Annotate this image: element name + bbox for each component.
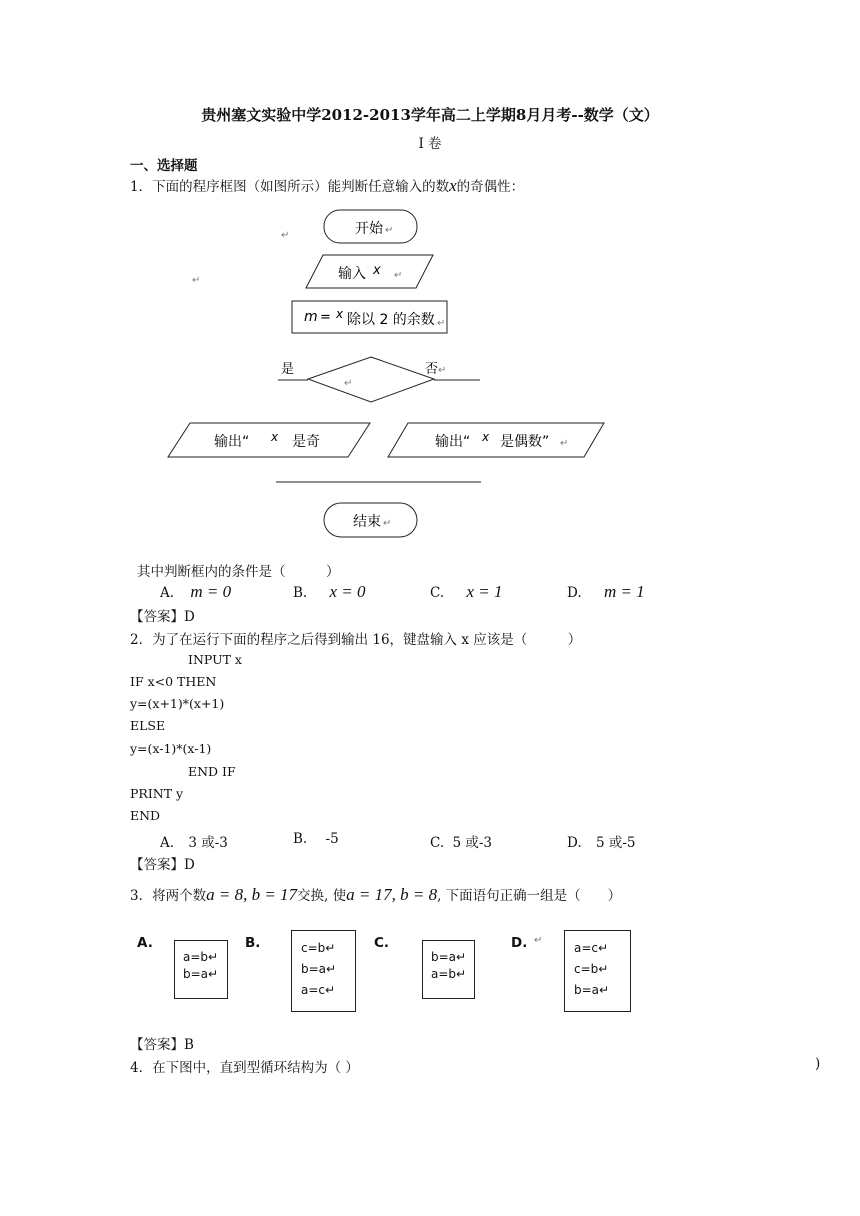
q1-condition-prompt: 其中判断框内的条件是（ ） [137, 564, 340, 580]
q1-option-d-label: D. [567, 585, 582, 601]
output-odd-var: x [271, 430, 279, 444]
output-odd-prefix: 输出“ [214, 434, 250, 450]
q1-option-c [430, 582, 502, 602]
input-label: 输入 [338, 266, 366, 282]
code-line-5: y=(x-1)*(x-1) [130, 741, 212, 756]
q2-option-c-label: C. [430, 835, 445, 851]
q2-answer: 【答案】D [130, 857, 195, 873]
end-label: 结束 [353, 514, 381, 530]
code-line-2: IF x<0 THEN [130, 674, 217, 689]
start-return-mark: ↵ [385, 225, 394, 236]
q3-d-line-1: a=c↵ [574, 941, 609, 955]
question-1-stem [130, 175, 524, 196]
process-m: m [304, 309, 318, 325]
yes-label: 是 [281, 362, 295, 377]
question-3-stem [130, 884, 621, 905]
q3-d-line-3: b=a↵ [574, 983, 610, 997]
q1-option-b-label: B. [293, 585, 308, 601]
q2-option-b [293, 831, 339, 847]
output-even-parallelogram [388, 423, 604, 457]
code-line-7: PRINT y [130, 786, 184, 801]
q2-option-c [430, 831, 492, 851]
q1-option-c-label: C. [430, 585, 445, 601]
q3-a-line-2: b=a↵ [183, 967, 219, 981]
q3-option-d-label: D. [511, 935, 528, 951]
q3-math-a: a = 8, b = 17 [206, 885, 298, 904]
q1-flowchart [0, 200, 860, 550]
q1-stem-text: 1．下面的程序框图（如图所示）能判断任意输入的数 [130, 179, 450, 195]
q3-option-c-label: C. [374, 935, 390, 951]
q1-answer: 【答案】D [130, 609, 195, 625]
output-even-var: x [482, 430, 490, 444]
q2-option-a [160, 831, 228, 851]
q3-stem-c: , 下面语句正确一组是（ ） [437, 888, 622, 904]
q3-b-line-2: b=a↵ [301, 962, 337, 976]
q1-stem-end: 的奇偶性： [456, 179, 525, 195]
q2-option-b-label: B. [293, 831, 308, 847]
question-2-stem: 2．为了在运行下面的程序之后得到输出 16，键盘输入 x 应该是（ ） [130, 632, 582, 648]
q2-option-a-label: A. [160, 835, 175, 851]
process-return-mark: ↵ [437, 318, 446, 329]
decision-diamond [308, 357, 434, 402]
process-text: 除以 2 的余数 [347, 312, 435, 328]
q1-option-a-value: m = 0 [190, 582, 232, 601]
q1-option-d-value: m = 1 [603, 582, 645, 601]
q3-option-d-box [564, 930, 631, 1012]
output-even-return-mark: ↵ [560, 438, 569, 449]
q3-answer: 【答案】B [130, 1037, 194, 1053]
code-line-1: INPUT x [188, 652, 242, 667]
q1-var-x: x [449, 176, 457, 195]
q3-option-a-box [174, 940, 228, 999]
q3-d-return-mark: ↵ [534, 935, 543, 946]
q1-option-b [293, 582, 366, 602]
input-parallelogram [306, 255, 433, 288]
q3-stem-b: 交换, 使 [297, 888, 347, 904]
output-even-prefix: 输出“ [435, 434, 471, 450]
output-odd-parallelogram [168, 423, 370, 457]
q1-option-a [160, 582, 231, 602]
q3-b-line-3: a=c↵ [301, 983, 336, 997]
q3-option-b-label: B. [245, 935, 261, 951]
input-var: x [373, 263, 381, 278]
q3-math-b: a = 17, b = 8 [346, 885, 438, 904]
page-title: 贵州塞文实验中学2012-2013学年高二上学期8月月考--数学（文） [201, 106, 659, 124]
no-return-mark: ↵ [438, 365, 447, 376]
end-return-mark: ↵ [383, 518, 392, 529]
question-4-stem: 4．在下图中，直到型循环结构为（ ） [130, 1060, 359, 1076]
q3-c-line-2: a=b↵ [431, 967, 467, 981]
q3-option-b-box [291, 930, 356, 1012]
q1-option-c-value: x = 1 [466, 582, 503, 601]
process-eq: = [320, 310, 331, 325]
q3-b-line-1: c=b↵ [301, 941, 336, 955]
process-x: x [336, 307, 344, 321]
q3-a-line-1: a=b↵ [183, 950, 219, 964]
q2-option-d [567, 831, 635, 851]
q2-option-d-value: 5 或-5 [595, 835, 636, 851]
q1-option-b-value: x = 0 [329, 582, 366, 601]
output-even-text: 是偶数” [500, 434, 550, 450]
code-line-8: END [130, 808, 161, 823]
return-mark-1: ↵ [281, 230, 290, 241]
volume-label: I 卷 [418, 136, 442, 152]
code-line-4: ELSE [130, 718, 166, 733]
q2-option-c-value: 5 或-3 [452, 835, 492, 851]
q3-c-line-1: b=a↵ [431, 950, 467, 964]
q3-option-a-label: A. [137, 935, 153, 951]
decision-return-mark: ↵ [344, 378, 353, 389]
q3-stem-a: 3．将两个数 [130, 888, 207, 904]
section-heading: 一、选择题 [130, 158, 198, 174]
q3-d-line-2: c=b↵ [574, 962, 609, 976]
q2-option-b-value: -5 [325, 831, 339, 847]
q2-option-a-value: 3 或-3 [188, 835, 228, 851]
output-odd-text: 是奇 [292, 434, 320, 450]
code-line-6: END IF [188, 764, 236, 779]
no-label: 否 [425, 362, 439, 377]
q1-option-d [567, 582, 645, 602]
start-label: 开始 [355, 221, 383, 237]
input-return-mark: ↵ [394, 270, 403, 281]
q2-option-d-label: D. [567, 835, 582, 851]
code-line-3: y=(x+1)*(x+1) [130, 696, 225, 711]
q4-trailing-paren: ) [815, 1056, 821, 1072]
q3-option-c-box [422, 940, 475, 999]
return-mark-2: ↵ [192, 275, 201, 286]
q1-option-a-label: A. [160, 585, 175, 601]
